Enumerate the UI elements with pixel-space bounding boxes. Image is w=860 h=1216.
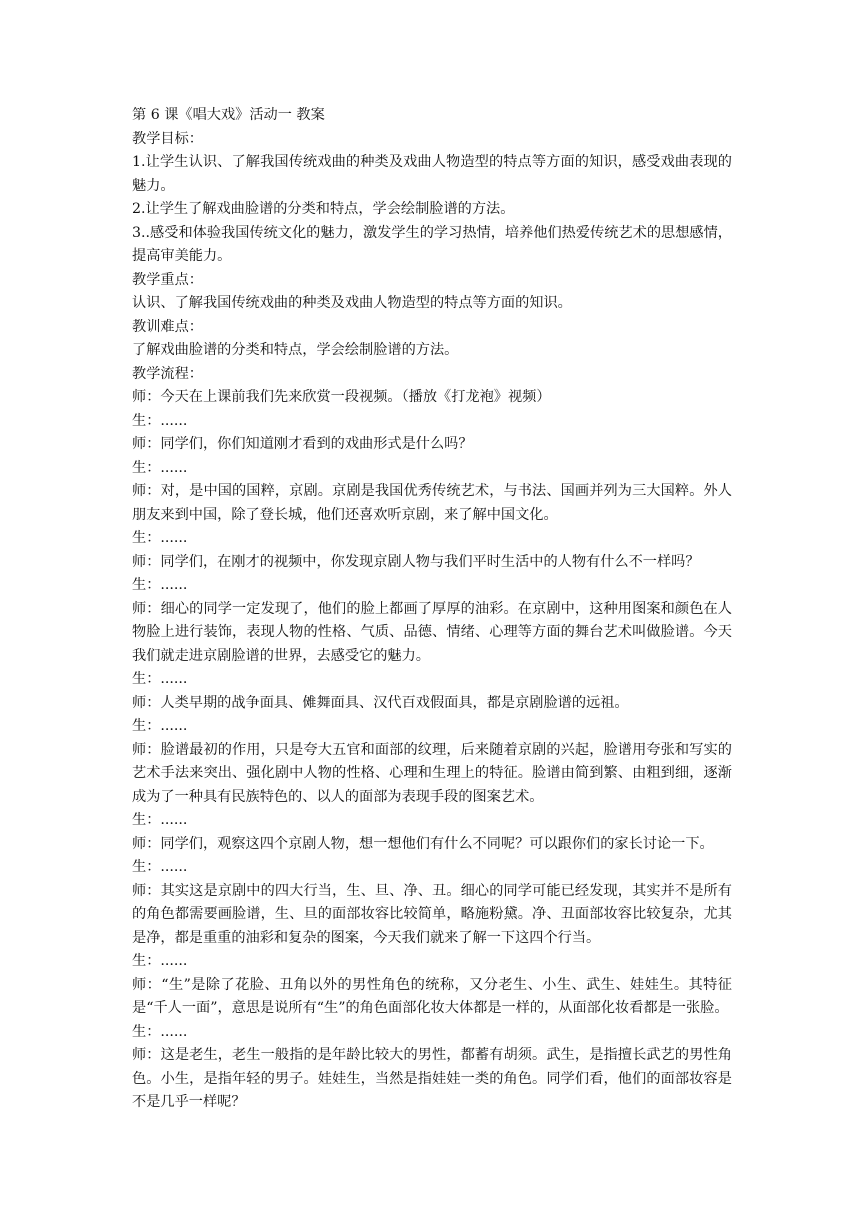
dialogue-line: 师：对，是中国的国粹，京剧。京剧是我国优秀传统艺术，与书法、国画并列为三大国粹。外人朋友来到中国，除了登长城，他们还喜欢听京剧，来了解中国文化。 [132, 483, 732, 523]
dialogue-line: 师：其实这是京剧中的四大行当，生、旦、净、丑。细心的同学可能已经发现，其实并不是所有的角色都需要画脸谱，生、旦的面部妆容比较简单，略施粉黛。净、丑面部妆容比较复杂，尤其是净，都是重重的油彩和复杂的图案，今天我们就来了解一下这四个行当。 [132, 882, 732, 946]
dialogue-line: 师：今天在上课前我们先来欣赏一段视频。（播放《打龙袍》视频） [132, 389, 551, 405]
section-heading-key-points: 教学重点： [132, 271, 203, 288]
dialogue-line: 生：...... [132, 953, 188, 969]
dialogue-line: 师：人类早期的战争面具、傩舞面具、汉代百戏假面具，都是京剧脸谱的远祖。 [132, 694, 629, 711]
dialogue-line: 生：...... [132, 671, 188, 687]
dialogue-line: 师：同学们，你们知道刚才看到的戏曲形式是什么吗？ [132, 436, 473, 452]
dialogue-line: 师：“生”是除了花脸、丑角以外的男性角色的统称，又分老生、小生、武生、娃娃生。其特征是“千人一面”，意思是说所有“生”的角色面部化妆大体都是一样的，从面部化妆看都是一张脸。 [132, 976, 732, 1016]
difficulties-text: 了解戏曲脸谱的分类和特点，学会绘制脸谱的方法。 [132, 342, 459, 358]
dialogue-line: 生：...... [132, 577, 188, 593]
dialogue-line: 生：...... [132, 718, 188, 734]
section-heading-objectives: 教学目标： [132, 130, 203, 147]
dialogue-line: 生：...... [132, 859, 188, 875]
objective-2: 2.让学生了解戏曲脸谱的分类和特点，学会绘制脸谱的方法。 [132, 201, 515, 217]
dialogue-line: 师：脸谱最初的作用，只是夸大五官和面部的纹理，后来随着京剧的兴起，脸谱用夸张和写实的艺术手法来突出、强化剧中人物的性格、心理和生理上的特征。脸谱由简到繁、由粗到细，逐渐成为了一种具有民族特色的、以人的面部为表现手段的图案艺术。 [132, 741, 732, 805]
document-title: 第 6 课《唱大戏》活动一 教案 [132, 107, 325, 123]
dialogue-line: 生：...... [132, 1023, 188, 1040]
dialogue-line: 生：...... [132, 412, 188, 429]
dialogue-line: 师：同学们，观察这四个京剧人物，想一想他们有什么不同呢？可以跟你们的家长讨论一下。 [132, 835, 714, 852]
key-points-text: 认识、了解我国传统戏曲的种类及戏曲人物造型的特点等方面的知识。 [132, 295, 572, 311]
dialogue-line: 生：...... [132, 812, 188, 828]
section-heading-difficulties: 教训难点： [132, 318, 203, 335]
dialogue-line: 师：同学们，在刚才的视频中，你发现京剧人物与我们平时生活中的人物有什么不一样吗？ [132, 553, 700, 570]
document-page [132, 104, 732, 1115]
dialogue-line: 师：细心的同学一定发现了，他们的脸上都画了厚厚的油彩。在京剧中，这种用图案和颜色在人物脸上进行装饰，表现人物的性格、气质、品德、情绪、心理等方面的舞台艺术叫做脸谱。今天我们就走进京剧脸谱的世界，去感受它的魅力。 [132, 600, 732, 664]
dialogue-line: 师：这是老生，老生一般指的是年龄比较大的男性，都蓄有胡须。武生，是指擅长武艺的男性角色。小生，是指年轻的男子。娃娃生，当然是指娃娃一类的角色。同学们看，他们的面部妆容是不是几乎一样呢？ [132, 1047, 732, 1110]
section-heading-process: 教学流程： [132, 365, 203, 382]
dialogue-line: 生：...... [132, 459, 188, 476]
dialogue-line: 生：...... [132, 530, 188, 546]
objective-3: 3..感受和体验我国传统文化的魅力，激发学生的学习热情，培养他们热爱传统艺术的思想感情，提高审美能力。 [132, 224, 732, 264]
objective-1: 1.让学生认识、了解我国传统戏曲的种类及戏曲人物造型的特点等方面的知识，感受戏曲表现的魅力。 [132, 154, 732, 194]
